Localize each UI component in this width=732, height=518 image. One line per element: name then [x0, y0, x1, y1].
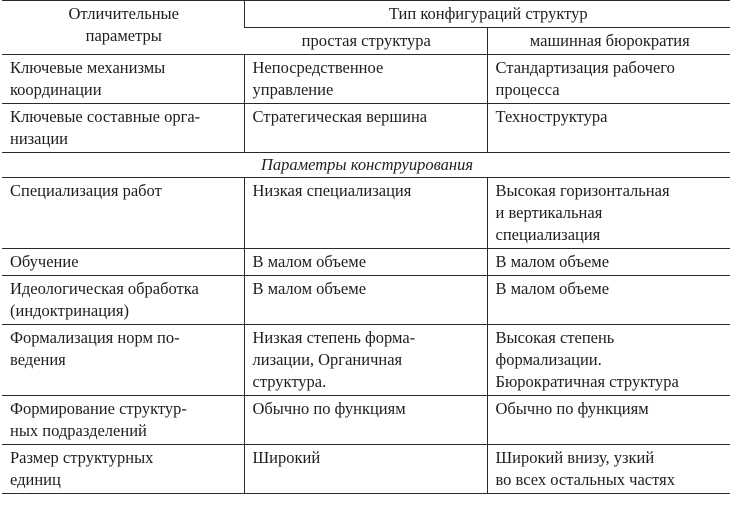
row-parameter: Ключевые составные орга- низации: [2, 104, 244, 153]
row-machine-value: Стандартизация рабочего процесса: [487, 55, 730, 104]
row-simple-value: Широкий: [244, 445, 487, 494]
row-simple-value: Низкая специализация: [244, 178, 487, 249]
row-simple-value: Стратегическая вершина: [244, 104, 487, 153]
table-row: [2, 325, 730, 396]
row-parameter: Специализация работ: [2, 178, 244, 249]
row-simple-value: В малом объеме: [244, 249, 487, 276]
row-simple-value: В малом объеме: [244, 276, 487, 325]
section-title: Параметры конструирования: [2, 153, 730, 178]
table-row: [2, 104, 730, 153]
row-machine-value: В малом объеме: [487, 276, 730, 325]
row-parameter: Формализация норм по- ведения: [2, 325, 244, 396]
row-machine-value: Широкий внизу, узкий во всех остальных частях: [487, 445, 730, 494]
section-row: [2, 153, 730, 178]
header-row: [2, 1, 730, 28]
header-parameters: Отличительные параметры: [2, 1, 244, 55]
header-simple-structure: простая структура: [244, 28, 487, 55]
table-row: [2, 276, 730, 325]
row-simple-value: Низкая степень форма- лизации, Органичная структура.: [244, 325, 487, 396]
row-machine-value: В малом объеме: [487, 249, 730, 276]
row-machine-value: Высокая степень формализации. Бюрократичная структура: [487, 325, 730, 396]
row-parameter: Обучение: [2, 249, 244, 276]
row-parameter: Формирование структур- ных подразделений: [2, 396, 244, 445]
row-machine-value: Обычно по функциям: [487, 396, 730, 445]
row-simple-value: Непосредственное управление: [244, 55, 487, 104]
row-machine-value: Техноструктура: [487, 104, 730, 153]
table-row: [2, 178, 730, 249]
header-machine-bureaucracy: машинная бюрократия: [487, 28, 730, 55]
header-configuration-types: Тип конфигураций структур: [244, 1, 730, 28]
table-row: [2, 396, 730, 445]
table-row: [2, 249, 730, 276]
row-simple-value: Обычно по функциям: [244, 396, 487, 445]
row-parameter: Ключевые механизмы координации: [2, 55, 244, 104]
table-row: [2, 445, 730, 494]
configuration-comparison-table: [2, 0, 730, 494]
row-parameter: Размер структурных единиц: [2, 445, 244, 494]
row-parameter: Идеологическая обработка (индоктринация): [2, 276, 244, 325]
row-machine-value: Высокая горизонтальная и вертикальная специализация: [487, 178, 730, 249]
table-row: [2, 55, 730, 104]
